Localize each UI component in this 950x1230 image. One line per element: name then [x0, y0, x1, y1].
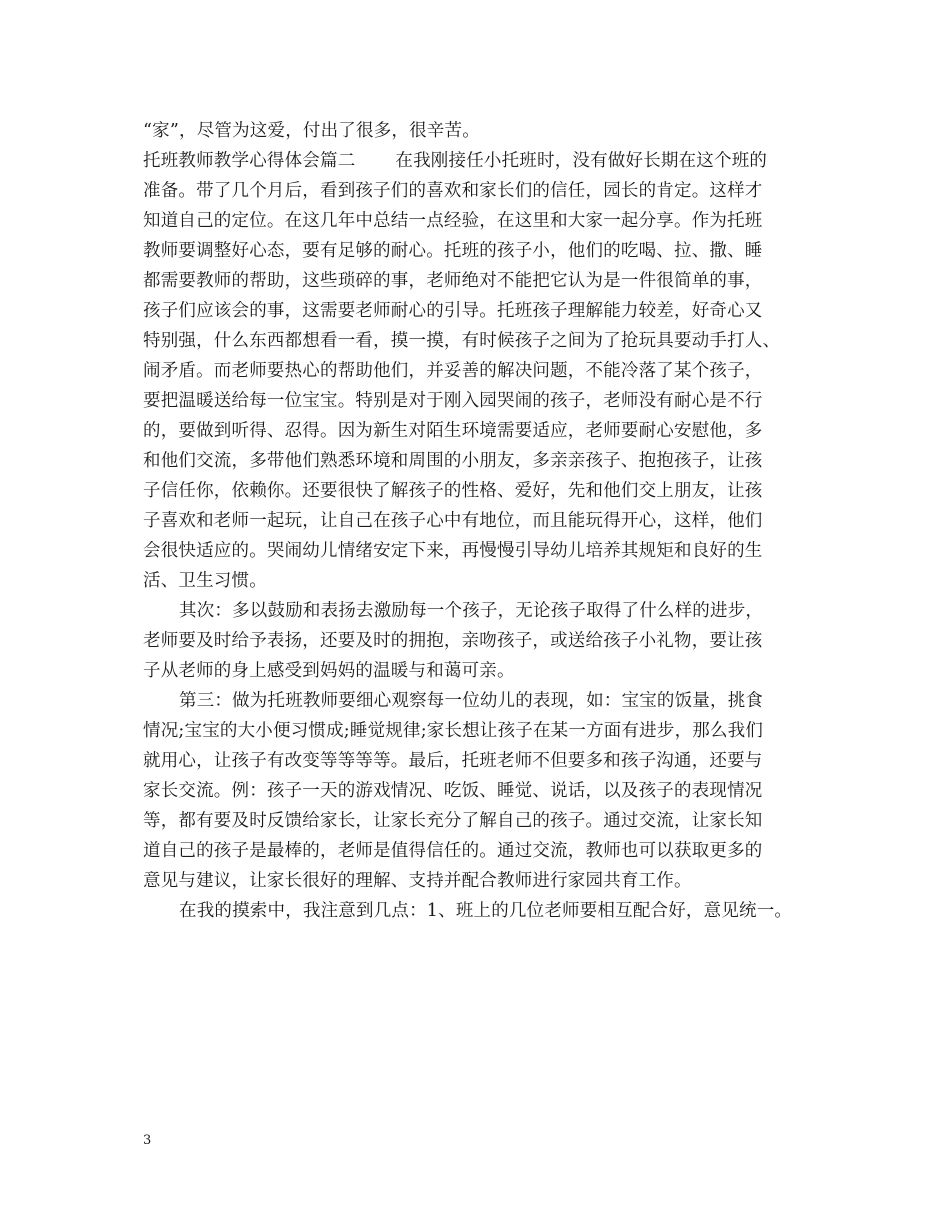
text-line: 准备。带了几个月后，看到孩子们的喜欢和家长们的信任，园长的肯定。这样才: [143, 181, 763, 201]
text-line: 就用心，让孩子有改变等等等等。最后，托班老师不但要多和孩子沟通，还要与: [143, 751, 763, 771]
text-line: 闹矛盾。而老师要热心的帮助他们，并妥善的解决问题，不能冷落了某个孩子，: [143, 361, 763, 381]
text-line: 老师要及时给予表扬，还要及时的拥抱，亲吻孩子，或送给孩子小礼物，要让孩: [143, 631, 763, 651]
text-line: 意见与建议，让家长很好的理解、支持并配合教师进行家园共育工作。: [143, 871, 692, 891]
text-line-with-heading: [143, 146, 833, 176]
text-line: 家长交流。例：孩子一天的游戏情况、吃饭、睡觉、说话，以及孩子的表现情况: [143, 781, 763, 801]
text-line: 教师要调整好心态，要有足够的耐心。托班的孩子小，他们的吃喝、拉、撒、睡: [143, 241, 763, 261]
text-line: 特别强，什么东西都想看一看，摸一摸，有时候孩子之间为了抢玩具要动手打人、: [143, 331, 781, 351]
text-line: 在我刚接任小托班时，没有做好长期在这个班的: [395, 151, 768, 171]
text-line: 要把温暖送给每一位宝宝。特别是对于刚入园哭闹的孩子，老师没有耐心是不行: [143, 391, 763, 411]
text-line: 会很快适应的。哭闹幼儿情绪安定下来，再慢慢引导幼儿培养其规矩和良好的生: [143, 541, 763, 561]
paragraph-start-line: 第三：做为托班教师要细心观察每一位幼儿的表现，如：宝宝的饭量，挑食: [179, 691, 764, 711]
document-body: [143, 116, 833, 926]
text-line: 和他们交流，多带他们熟悉环境和周围的小朋友，多亲亲孩子、抱抱孩子，让孩: [143, 451, 763, 471]
text-line: 子从老师的身上感受到妈妈的温暖与和蔼可亲。: [143, 661, 515, 681]
text-line: 等，都有要及时反馈给家长，让家长充分了解自己的孩子。通过交流，让家长知: [143, 811, 763, 831]
text-line: 道自己的孩子是最棒的，老师是值得信任的。通过交流，教师也可以获取更多的: [143, 841, 763, 861]
paragraph-start-line: 其次：多以鼓励和表扬去激励每一个孩子，无论孩子取得了什么样的进步，: [179, 601, 764, 621]
text-line: 情况;宝宝的大小便习惯成;睡觉规律;家长想让孩子在某一方面有进步，那么我们: [143, 721, 764, 741]
text-line: “家”，尽管为这爱，付出了很多，很辛苦。: [143, 121, 480, 141]
text-line: 孩子们应该会的事，这需要老师耐心的引导。托班孩子理解能力较差，好奇心又: [143, 301, 763, 321]
text-line: 的，要做到听得、忍得。因为新生对陌生环境需要适应，老师要耐心安慰他，多: [143, 421, 763, 441]
text-line: 子信任你，依赖你。还要很快了解孩子的性格、爱好，先和他们交上朋友，让孩: [143, 481, 763, 501]
text-line: 知道自己的定位。在这几年中总结一点经验，在这里和大家一起分享。作为托班: [143, 211, 763, 231]
page-number: 3: [143, 1133, 152, 1148]
section-heading: 托班教师教学心得体会篇二: [143, 151, 356, 171]
text-line: 子喜欢和老师一起玩，让自己在孩子心中有地位，而且能玩得开心，这样，他们: [143, 511, 763, 531]
text-line: 活、卫生习惯。: [143, 571, 267, 591]
text-line: 都需要教师的帮助，这些琐碎的事，老师绝对不能把它认为是一件很简单的事，: [143, 271, 763, 291]
paragraph-start-line: 在我的摸索中，我注意到几点：1、班上的几位老师要相互配合好，意见统一。: [179, 901, 793, 921]
